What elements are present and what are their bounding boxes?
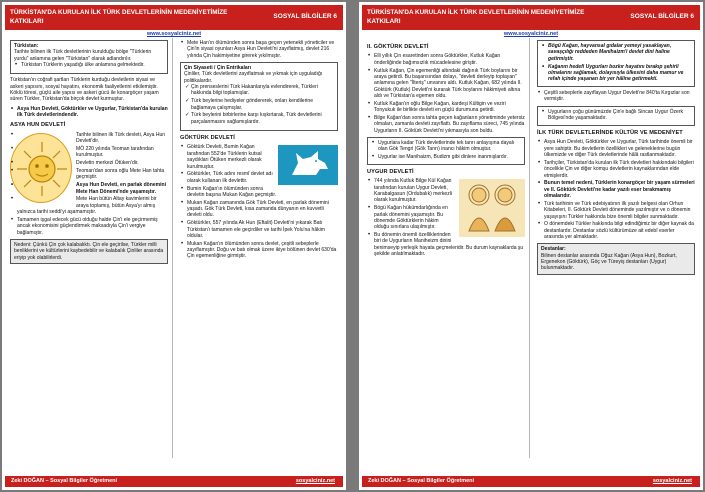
list-item: • Mukan Kağan zamanında Gök Türk Devleti, en parlak dönemini yaşadı. Gök Türk Devleti, kısa zamanda dünyanın en kuvvetli devleti oldu. bbox=[180, 200, 338, 219]
reason-box bbox=[10, 239, 168, 264]
list-item: • Bumin Kağan'ın ölümünden sonra devletin başına Mukan Kağan geçmiştir. bbox=[180, 186, 338, 199]
list-item: • Bilge Kağan'dan sonra tahta geçen kağanların yönetiminde yetersiz olmaları, zamanla devleti zayıflattı. Bu zayıflama süreci, 745 yılında Uygurların II. Göktürk Devleti'ni yıkmasıyla son buldu. bbox=[367, 115, 525, 134]
list-item: • Uygurların çoğu günümüzde Çin'e bağlı Sincan Uygur Özerk Bölgesi'nde yaşamaktadır. bbox=[541, 109, 691, 122]
page-footer bbox=[362, 476, 700, 487]
uygur-region-box bbox=[537, 106, 695, 126]
gokturk-list bbox=[180, 144, 338, 259]
site-link[interactable]: www.sosyalciniz.net bbox=[503, 31, 559, 37]
page-right bbox=[359, 2, 703, 490]
manihaizm-box bbox=[537, 40, 695, 87]
left-column bbox=[10, 40, 168, 267]
hun-heading: ASYA HUN DEVLETİ bbox=[10, 122, 66, 129]
list-item: • Asya Hun Devleti, en parlak dönemini Mete Han Dönemi'nde yaşamıştır. bbox=[10, 182, 168, 195]
list-item: • O dönemdeki Türkler hakkında bilgi edindiğimiz bir diğer kaynak da destanlardır. Destanlar sözlü kültürümüze ait edebî eserler arasında yer almaktadır. bbox=[537, 221, 695, 240]
list-item: • Bu dönemin önemli özelliklerinden biri de Uygurların Maniheizm dinini benimseyip yerleşik hayata geçmeleridir. Bu durum kaynaklarda şu şekilde anlatılmaktadır. bbox=[367, 232, 525, 257]
header-title: TÜRKİSTAN'DA KURULAN İLK TÜRK DEVLETLERİNİN MEDENİYETİMİZE KATKILARI bbox=[10, 9, 228, 25]
intro-text: Türkistan'ın coğrafi şartları Türklerin kurduğu devletlerin siyasi ve askeri yapısını, sosyal hayatını, ekonomik faaliyetlerini etkilemiştir. Köklü töresi, güçlü aile yapısı ve askeri gücü ile konargöçer yaşam süren Türkler, Türkistan'da birçok devlet kurmuştur. bbox=[10, 77, 159, 103]
list-item: • Mukan Kağan'ın ölümünden sonra devlet, çeşitli sebeplerle zayıflamıştır. Doğu ve batı olmak üzere ikiye bölünen devlet 630'da Çin egemenliğine girmiştir. bbox=[180, 241, 338, 260]
footer-site-link[interactable]: sosyalciniz.net bbox=[295, 478, 335, 484]
header-title: TÜRKİSTAN'DA KURULAN İLK TÜRK DEVLETLERİNİN MEDENİYETİMİZE KATKILARI bbox=[367, 9, 585, 25]
column-divider bbox=[172, 38, 173, 458]
list-item: • Tamamen işgal edecek gücü olduğu halde Çin'i ele geçirmemiş ancak ekonomisini güçlendirmek maksadıyla Çin'i vergiye bağlamıştır. bbox=[10, 217, 168, 236]
list-item: • Türkistan Türklerin yaşadığı ülke anlamına gelmektedir. bbox=[14, 62, 164, 68]
gokturk2-list bbox=[367, 53, 525, 134]
list-item: • Uygurlar ise Manihaizm, Budizm gibi dinlere inanmışlardır. bbox=[371, 154, 521, 160]
column-divider bbox=[529, 38, 530, 458]
box-text: Çinliler, Türk devletlerini zayıflatmak ve yıkmak için uyguladığı politikalardır. bbox=[184, 71, 323, 84]
right-column bbox=[180, 40, 338, 263]
list-item: • Elli yıllık Çin esaretinden sonra Göktürkler, Kutluk Kağan önderliğinde bağımsızlık mücadelesine giriştir. bbox=[367, 53, 525, 66]
page-header bbox=[362, 5, 700, 30]
page-header bbox=[5, 5, 343, 30]
uygur-list bbox=[367, 178, 525, 257]
list-item: • Mete Han bütün Altay kavimlerini bir araya toplamış, bütün Asya'yı almış yalnızca tarihi seddi'yi aşamamıştır. bbox=[10, 196, 168, 215]
box-text: Tarihte bilinen ilk Türk devletlerinin kurulduğu bölge "Türklerin yurdu" anlamına gelen "Türkistan" olarak adlandırılır. bbox=[14, 49, 152, 62]
list-item: • Tarihçiler, Türkistan'da kurulan ilk Türk devletleri hakkındaki bilgileri öncelikle Çin ve diğer komşu devletlerin kaynaklarından elde etmişlerdir. bbox=[537, 160, 695, 179]
page-footer bbox=[5, 476, 343, 487]
header-subject: SOSYAL BİLGİLER 6 bbox=[273, 13, 337, 20]
list-item: • Kutluk Kağan'ın oğlu Bilge Kağan, kardeşi Kültigin ve veziri Tonyukuk ile birlikte devleti en güçlü durumuna getirdi. bbox=[367, 101, 525, 114]
list-item: ✓ Türk beylerini birbirlerine karşı kışkırtarak, Türk devletlerini parçalanmasını sağlamışlardır. bbox=[184, 112, 334, 125]
reason-text: Nedeni: Çünkü Çin çok kalabalıktı. Çin ele geçirilse, Türkler milli benliklerini ve kültürlerini kaybedebilir ve kalabalık Çinliler arasında eriyip yok olabilirlerdi. bbox=[14, 241, 164, 261]
list-item: • Mete Han'ın ölümünden sonra başa geçen yetenekli yöneticiler ve Çin'in siyasi oyunları Asya Hun Devleti'ni zayıflatmış, devlet 216 yılında Çin hakimiyetine girerek yıkılmıştır. bbox=[180, 40, 338, 59]
list-item: • Uygurlara kadar Türk devletlerinde tek tanrı anlayışına dayalı olan Gök Tengri (Gök Tanrı) inancı hâkim olmuştur. bbox=[371, 140, 521, 153]
list-item: ✓ Türk beylerine hediyeler göndererek, onları kendilerine bağlamaya çalışmışlar. bbox=[184, 98, 334, 111]
culture-heading: İLK TÜRK DEVLETLERİNDE KÜLTÜR VE MEDENİYET bbox=[537, 129, 683, 136]
list-item: • Göktürkler, Türk adını resmî devlet adı olarak kullanan ilk devlettir. bbox=[180, 171, 338, 184]
list-item: • Türk tarihinin ve Türk edebiyatının ilk yazılı belgesi olan Orhun Kitabeleri, II. Göktürk Devleti döneminde yazılmıştır ve o dönemin yaşayışını Türkler hakkında bize önemli bilgiler sunmaktadır. bbox=[537, 201, 695, 220]
gokturk2-heading: II. GÖKTÜRK DEVLETİ bbox=[367, 44, 429, 50]
right-column bbox=[537, 40, 695, 278]
list-item: • Bunun temel nedeni, Türklerin konargöçer bir yaşam sürmeleri ve II. Göktürk Devleti'ne kadar yazılı eser bırakmamış olmalarıdır. bbox=[537, 180, 695, 199]
list-item: • Tarihte bilinen ilk Türk devleti, Asya Hun Devleti'dir. bbox=[10, 132, 168, 145]
left-column bbox=[367, 40, 525, 260]
destan-box bbox=[537, 243, 695, 274]
footer-author: Zeki DOĞAN – Sosyal Bilgiler Öğretmeni bbox=[368, 478, 475, 484]
gokturk-heading: GÖKTÜRK DEVLETİ bbox=[180, 135, 235, 142]
list-item: • Devletin merkezi Ötüken'dir. bbox=[10, 160, 168, 166]
china-box bbox=[180, 62, 338, 131]
religion-box bbox=[367, 137, 525, 165]
page-left bbox=[2, 2, 346, 490]
turkistan-box bbox=[10, 40, 168, 74]
list-item: • Asya Hun Devleti, Göktürkler ve Uygurlar, Türk tarihinde önemli bir yere sahiptir. Bu devletlerin özellikleri ve geleneklerine bugün ülkemizde ve diğer Türk devletlerinde hâlâ rastlanmaktadır. bbox=[537, 139, 695, 158]
box-title: Türkistan: bbox=[14, 43, 39, 49]
culture-list bbox=[537, 139, 695, 240]
footer-author: Zeki DOĞAN – Sosyal Bilgiler Öğretmeni bbox=[11, 478, 118, 484]
list-item: • Asya Hun Devleti, Göktürkler ve Uygurlar, Türkistan'da kurulan ilk Türk devletlerindendir. bbox=[10, 106, 168, 119]
box-title: Destanlar: bbox=[541, 246, 566, 253]
list-item: • Göktürkler, 557 yılında Ak Hun (Eftalit) Devleti'ni yıkarak Batı Türkistan'ı tamamen ele geçirdiler ve tarihi İpek Yolu'na hâkim oldular. bbox=[180, 220, 338, 239]
box-title: Çin Siyaseti / Çin Entrikaları bbox=[184, 65, 252, 72]
list-item: ✓ Çin prenseslerini Türk Hakanlarıyla evlendirerek, Türkleri hakkında bilgi toplamışlar. bbox=[184, 84, 334, 97]
list-item: • Çeşitli sebeplerle zayıflayan Uygur Devleti'ne 840'ta Kırgızlar son vermiştir. bbox=[537, 90, 695, 103]
box-text: Bilinen destanlar arasında Oğuz Kağan (Asya Hun), Bozkurt, Ergenekon (Göktürk), Göç ve Türeyiş destanları (Uygur) bulunmaktadır. bbox=[541, 252, 677, 272]
list-item: • Bögü Kağan, hayvansal gıdalar yemeyi yasaklayan, savaşçılığı reddeden Manihaizm'i devlet dini haline getirmiştir. bbox=[541, 43, 691, 62]
list-item: • Kutluk Kağan, Çin egemenliği altındaki dağınık Türk boylarını bir araya getirdi. Bu başarısından dolayı, "devleti derleyip toplayan" anlamına gelen "İlteriş" unvanını aldı. Kutluk Kağan, 682 yılında II. Göktürk (Kutluk) Devleti'ni kurarak Türk boylarını hâkimiyeti altına aldı ve Türkistan'a egemen oldu. bbox=[367, 68, 525, 100]
list-item: • Göktürk Devleti, Bumin Kağan tarafından 552'de Türklerin kutsal saydıkları Ötüken merkezli olarak kurulmuştur. bbox=[180, 144, 338, 169]
list-item: • MÖ 220 yılında Teoman tarafından kurulmuştur. bbox=[10, 146, 168, 159]
site-link[interactable]: www.sosyalciniz.net bbox=[146, 31, 202, 37]
list-item: • Kağanın hedefi Uygurları bozkır hayatını bırakıp şehirli olmalarını sağlamak, dolayısıyla ülkesini daha mamur ve refah içinde yaşanan bir yer hâline getirmekti. bbox=[541, 64, 691, 83]
list-item: • 744 yılında Kutluk Bilge Kül Kağan tarafından kurulan Uygur Devleti, Karabalgasun (Ordubalık) merkezli olarak kurulmuştur. bbox=[367, 178, 525, 203]
list-item: • Teoman'dan sonra oğlu Mete Han tahta geçmiştir. bbox=[10, 168, 168, 181]
footer-site-link[interactable]: sosyalciniz.net bbox=[652, 478, 692, 484]
header-subject: SOSYAL BİLGİLER 6 bbox=[630, 13, 694, 20]
list-item: • Bögü Kağan hükümdarlığında en parlak dönemini yaşamıştır. Bu dönemde Göktürklerin hâkim olduğu sınırlara ulaşılmıştır. bbox=[367, 205, 525, 230]
uygur-heading: UYGUR DEVLETİ bbox=[367, 169, 414, 175]
hun-list bbox=[10, 132, 168, 236]
